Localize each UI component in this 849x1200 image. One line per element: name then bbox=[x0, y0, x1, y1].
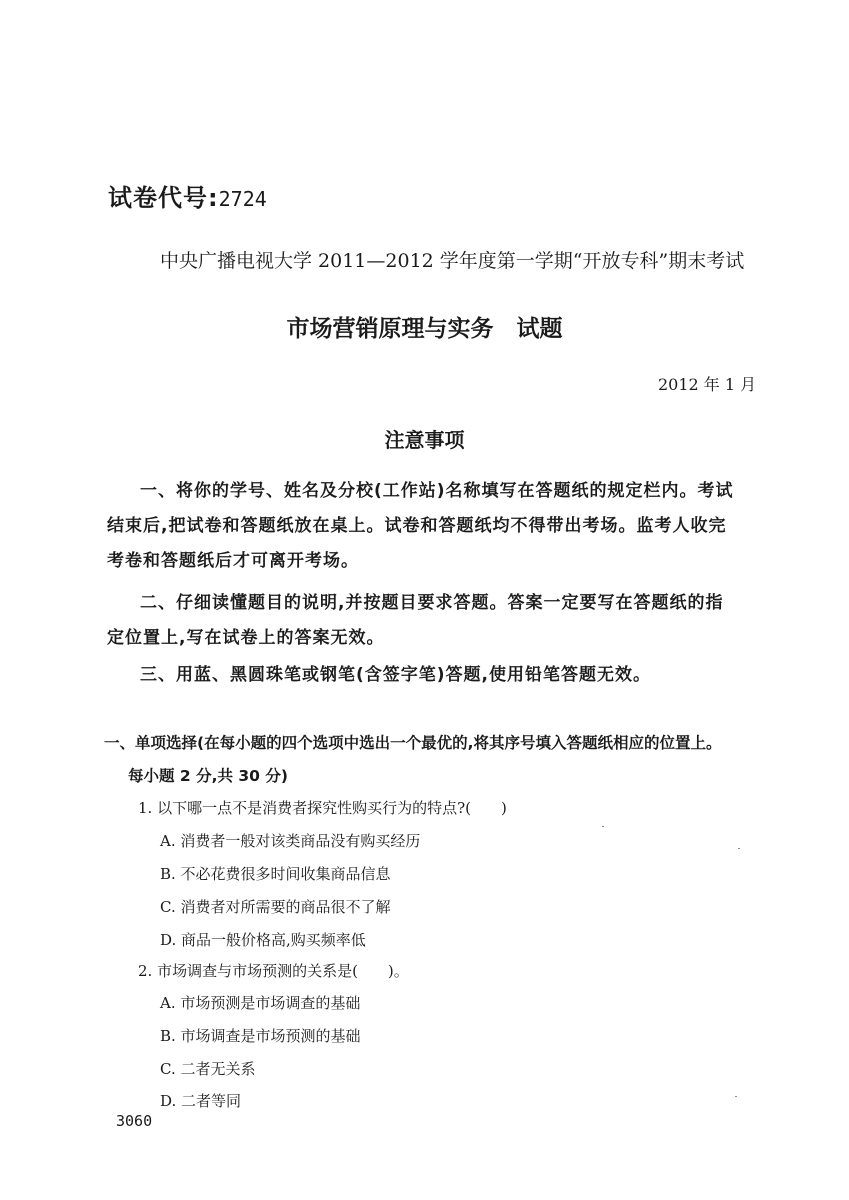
scan-speck bbox=[738, 848, 740, 849]
question-2-option-d: D. 二者等同 bbox=[160, 1092, 242, 1110]
notice-line-1: 一、将你的学号、姓名及分校(工作站)名称填写在答题纸的规定栏内。考试 bbox=[140, 481, 734, 501]
exam-code bbox=[108, 178, 267, 213]
notice-line-2: 结束后,把试卷和答题纸放在桌上。试卷和答题纸均不得带出考场。监考人收完 bbox=[107, 516, 727, 536]
question-2-option-a: A. 市场预测是市场调查的基础 bbox=[160, 994, 361, 1012]
question-1-option-c: C. 消费者对所需要的商品很不了解 bbox=[160, 898, 391, 916]
exam-header: 中央广播电视大学 2011—2012 学年度第一学期“开放专科”期末考试 bbox=[160, 250, 745, 272]
question-1-option-a: A. 消费者一般对该类商品没有购买经历 bbox=[160, 832, 421, 850]
question-1-option-d: D. 商品一般价格高,购买频率低 bbox=[160, 931, 366, 949]
notice-line-4: 二、仔细读懂题目的说明,并按题目要求答题。答案一定要写在答题纸的指 bbox=[140, 593, 724, 613]
exam-code-label: 试卷代号: bbox=[108, 184, 219, 212]
question-1-option-b: B. 不必花费很多时间收集商品信息 bbox=[160, 865, 391, 883]
notice-line-5: 定位置上,写在试卷上的答案无效。 bbox=[107, 628, 385, 648]
page-number: 3060 bbox=[116, 1112, 153, 1130]
exam-code-number: 2724 bbox=[218, 187, 267, 211]
section-1-instructions: 一、单项选择(在每小题的四个选项中选出一个最优的,将其序号填入答题纸相应的位置上。 bbox=[104, 734, 722, 752]
exam-date: 2012 年 1 月 bbox=[658, 375, 757, 394]
question-2-option-b: B. 市场调查是市场预测的基础 bbox=[160, 1027, 361, 1045]
exam-title: 市场营销原理与实务 试题 bbox=[286, 316, 563, 342]
question-2-stem: 2. 市场调查与市场预测的关系是( )。 bbox=[138, 962, 409, 980]
scan-speck bbox=[735, 1096, 737, 1097]
scan-speck bbox=[602, 826, 604, 827]
question-1-stem: 1. 以下哪一点不是消费者探究性购买行为的特点?( ) bbox=[138, 799, 507, 817]
question-2-option-c: C. 二者无关系 bbox=[160, 1060, 256, 1078]
notice-line-6: 三、用蓝、黑圆珠笔或钢笔(含签字笔)答题,使用铅笔答题无效。 bbox=[140, 665, 651, 685]
section-1-score: 每小题 2 分,共 30 分) bbox=[128, 767, 288, 785]
notice-line-3: 考卷和答题纸后才可离开考场。 bbox=[107, 551, 359, 571]
notice-heading: 注意事项 bbox=[384, 428, 465, 452]
